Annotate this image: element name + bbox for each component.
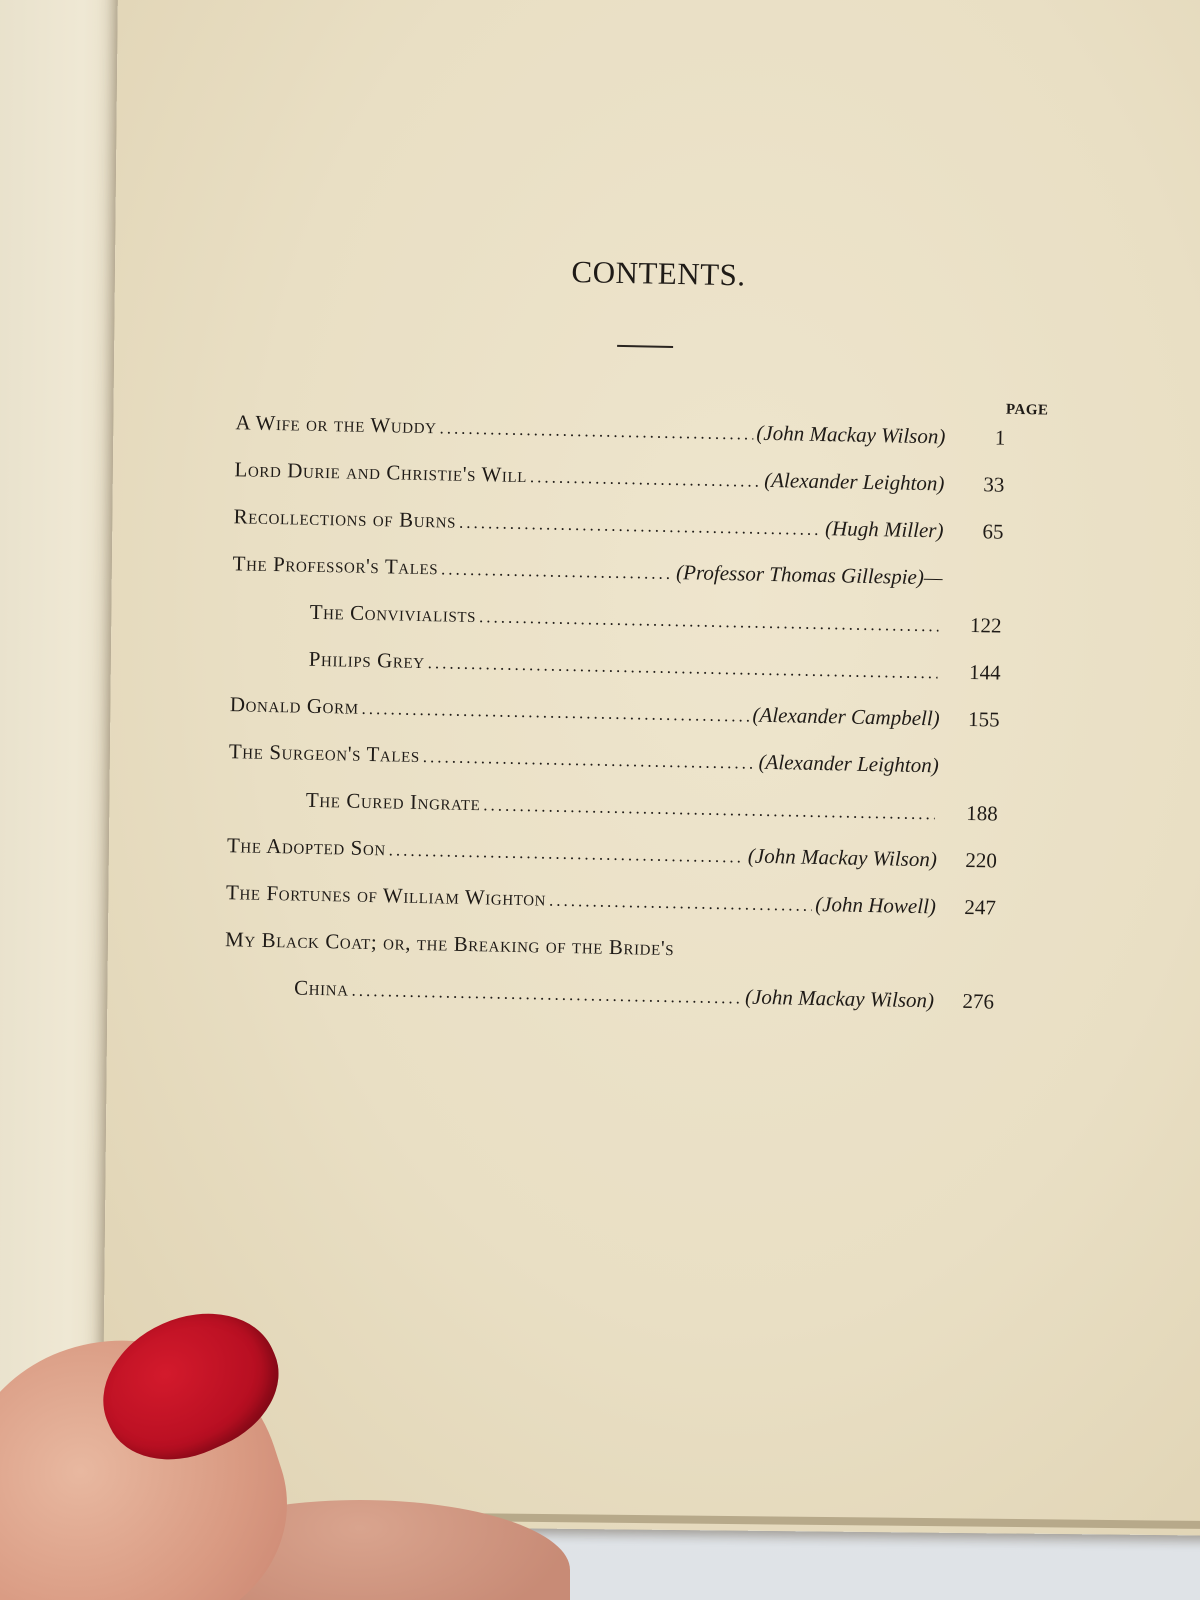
toc-entry <box>226 880 997 929</box>
toc-entry <box>225 927 996 976</box>
dot-leader <box>423 747 756 774</box>
entry-page: 155 <box>967 706 1000 732</box>
entry-title: A Wife or the Wuddy <box>235 410 437 439</box>
entry-title: China <box>293 975 349 1001</box>
entry-author: (Professor Thomas Gillespie)— <box>675 560 943 590</box>
toc-subentry <box>305 788 998 836</box>
entry-title: The Fortunes of William Wighton <box>225 880 547 911</box>
entry-page: 144 <box>968 660 1001 685</box>
title-rule <box>617 345 673 348</box>
dot-leader <box>439 418 753 444</box>
toc-subentry <box>308 647 1001 695</box>
page-title: CONTENTS. <box>571 253 746 293</box>
dot-leader <box>459 513 822 540</box>
toc-entry <box>227 833 998 882</box>
toc-subentry <box>309 600 1002 648</box>
entry-author: (John Mackay Wilson) <box>744 984 935 1013</box>
entry-page: 65 <box>982 519 1004 544</box>
toc-entry <box>233 504 1004 553</box>
entry-author: (John Howell) <box>814 891 937 919</box>
toc-entry <box>229 692 1000 741</box>
entry-author: (Alexander Leighton) <box>764 467 945 496</box>
entry-page: 220 <box>965 847 998 873</box>
toc-entry <box>234 457 1005 506</box>
toc-entry <box>232 551 1003 600</box>
dot-leader <box>479 607 939 636</box>
entry-author: (Hugh Miller) <box>824 516 944 543</box>
toc-entry-continuation <box>294 976 995 1024</box>
entry-title: The Surgeon's Tales <box>228 739 421 767</box>
entry-page <box>935 960 995 961</box>
entry-title: Philips Grey <box>308 646 425 674</box>
entry-author: (John Mackay Wilson) <box>756 420 946 449</box>
dot-leader <box>441 559 673 584</box>
dot-leader <box>483 795 935 824</box>
entry-title: My Black Coat; or, the Breaking of the Bride's <box>224 927 675 961</box>
entry-page: 33 <box>983 472 1005 497</box>
dot-leader <box>361 699 749 727</box>
entry-title: Lord Durie and Christie's Will <box>234 457 528 488</box>
entry-page <box>942 584 1002 585</box>
entry-author: (Alexander Campbell) <box>752 702 940 731</box>
toc-entry <box>235 410 1006 459</box>
entry-title: The Professor's Tales <box>232 551 439 580</box>
page-column-header: PAGE <box>1005 401 1049 419</box>
entry-title: Recollections of Burns <box>233 504 457 533</box>
dot-leader <box>389 840 746 867</box>
entry-title: The Cured Ingrate <box>305 787 481 816</box>
dot-leader <box>351 981 742 1009</box>
entry-author: (John Mackay Wilson) <box>747 843 938 872</box>
dot-leader <box>549 891 812 916</box>
entry-author: (Alexander Leighton) <box>758 749 939 778</box>
dot-leader <box>427 653 937 683</box>
dot-leader <box>530 467 762 492</box>
entry-page: 188 <box>966 800 999 826</box>
entry-page: 247 <box>964 894 997 920</box>
entry-page <box>939 772 999 773</box>
entry-title: The Convivialists <box>309 599 477 628</box>
entry-page: 276 <box>962 988 995 1014</box>
entry-page: 122 <box>969 613 1002 638</box>
entry-title: Donald Gorm <box>229 692 359 719</box>
entry-page: 1 <box>994 425 1006 450</box>
toc-entry <box>228 739 999 788</box>
entry-title: The Adopted Son <box>226 833 387 861</box>
